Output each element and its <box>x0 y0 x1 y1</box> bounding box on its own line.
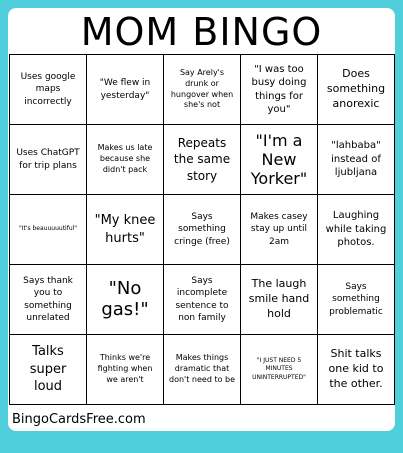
bingo-cell-r2-c3[interactable]: Repeats the same story <box>164 125 241 195</box>
bingo-cell-r2-c2[interactable]: Makes us late because she didn't pack <box>87 125 164 195</box>
bingo-cell-r2-c4[interactable]: "I'm a New Yorker" <box>241 125 318 195</box>
site-footer: BingoCardsFree.com <box>12 412 146 427</box>
bingo-cell-r4-c5[interactable]: Says something problematic <box>318 265 395 335</box>
bingo-cell-r5-c1[interactable]: Talks super loud <box>10 335 87 405</box>
bingo-cell-r4-c4[interactable]: The laugh smile hand hold <box>241 265 318 335</box>
bingo-cell-r3-c2[interactable]: "My knee hurts" <box>87 195 164 265</box>
bingo-card <box>8 8 395 431</box>
bingo-cell-r4-c3[interactable]: Says incomplete sentence to non family <box>164 265 241 335</box>
bingo-cell-r5-c4[interactable]: "I JUST NEED 5 MINUTES UNINTERRUPTED" <box>241 335 318 405</box>
bingo-cell-r2-c5[interactable]: "lahbaba" instead of ljubljana <box>318 125 395 195</box>
bingo-cell-r4-c2[interactable]: "No gas!" <box>87 265 164 335</box>
bingo-cell-r1-c1[interactable]: Uses google maps incorrectly <box>10 55 87 125</box>
bingo-cell-r5-c3[interactable]: Makes things dramatic that don't need to be <box>164 335 241 405</box>
bingo-cell-r1-c3[interactable]: Say Arely's drunk or hungover when she's not <box>164 55 241 125</box>
bingo-cell-r1-c5[interactable]: Does something anorexic <box>318 55 395 125</box>
bingo-cell-r5-c5[interactable]: Shit talks one kid to the other. <box>318 335 395 405</box>
bingo-cell-r3-c1[interactable]: "It's beauuuuutiful" <box>10 195 87 265</box>
bingo-cell-r3-c5[interactable]: Laughing while taking photos. <box>318 195 395 265</box>
bingo-cell-r1-c4[interactable]: "I was too busy doing things for you" <box>241 55 318 125</box>
bingo-cell-r5-c2[interactable]: Thinks we're fighting when we aren't <box>87 335 164 405</box>
bingo-cell-r4-c1[interactable]: Says thank you to something unrelated <box>10 265 87 335</box>
bingo-cell-r3-c4[interactable]: Makes casey stay up until 2am <box>241 195 318 265</box>
bingo-grid <box>9 54 395 405</box>
bingo-cell-r3-c3[interactable]: Says something cringe (free) <box>164 195 241 265</box>
card-title: MOM BINGO <box>80 10 323 54</box>
bingo-cell-r2-c1[interactable]: Uses ChatGPT for trip plans <box>10 125 87 195</box>
bingo-cell-r1-c2[interactable]: "We flew in yesterday" <box>87 55 164 125</box>
